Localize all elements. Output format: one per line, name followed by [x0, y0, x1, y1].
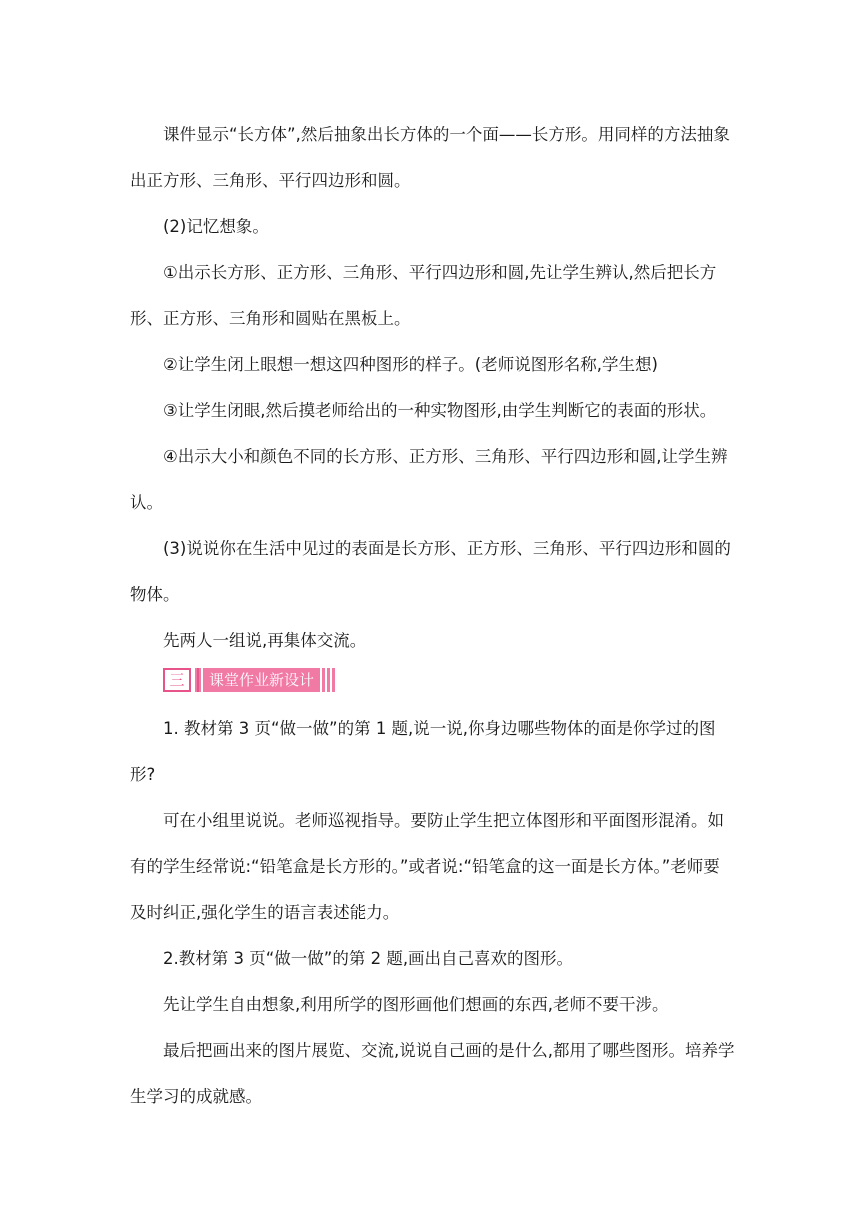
paragraph-13: 最后把画出来的图片展览、交流,说说自己画的是什么,都用了哪些图形。培养学生学习的成就感。: [130, 1041, 735, 1106]
section-title: 课堂作业新设计: [209, 671, 315, 689]
paragraph-5: ③让学生闭眼,然后摸老师给出的一种实物图形,由学生判断它的表面的形状。: [163, 401, 717, 420]
section-banner: [130, 667, 736, 693]
paragraph-11: 2.教材第 3 页“做一做”的第 2 题,画出自己喜欢的图形。: [163, 949, 574, 968]
paragraph-10: 可在小组里说说。老师巡视指导。要防止学生把立体图形和平面图形混淆。如有的学生经常说:“铅笔盒是长方形的。”或者说:“铅笔盒的这一面是长方体。”老师要及时纠正,强化学生的语言表述能力。: [130, 811, 724, 922]
paragraph-12: 先让学生自由想象,利用所学的图形画他们想画的东西,老师不要干涉。: [163, 995, 669, 1014]
paragraph-4: ②让学生闭上眼想一想这四种图形的样子。(老师说图形名称,学生想): [163, 355, 658, 374]
paragraph-6: ④出示大小和颜色不同的长方形、正方形、三角形、平行四边形和圆,让学生辨认。: [130, 447, 728, 512]
paragraph-1: 课件显示“长方体”,然后抽象出长方体的一个面——长方形。用同样的方法抽象出正方形、三角形、平行四边形和圆。: [130, 125, 730, 190]
document-body: [130, 112, 736, 1120]
paragraph-2: (2)记忆想象。: [163, 217, 269, 236]
paragraph-9: 1. 教材第 3 页“做一做”的第 1 题,说一说,你身边哪些物体的面是你学过的图形?: [130, 719, 716, 784]
banner-decoration-bars: [193, 668, 205, 692]
banner-tail-bars: [320, 668, 335, 692]
paragraph-8: 先两人一组说,再集体交流。: [163, 631, 367, 650]
section-number-box: 三: [163, 668, 191, 692]
paragraph-3: ①出示长方形、正方形、三角形、平行四边形和圆,先让学生辨认,然后把长方形、正方形、三角形和圆贴在黑板上。: [130, 263, 717, 328]
section-title-stripe: [193, 668, 320, 692]
paragraph-7: (3)说说你在生活中见过的表面是长方形、正方形、三角形、平行四边形和圆的物体。: [130, 539, 731, 604]
